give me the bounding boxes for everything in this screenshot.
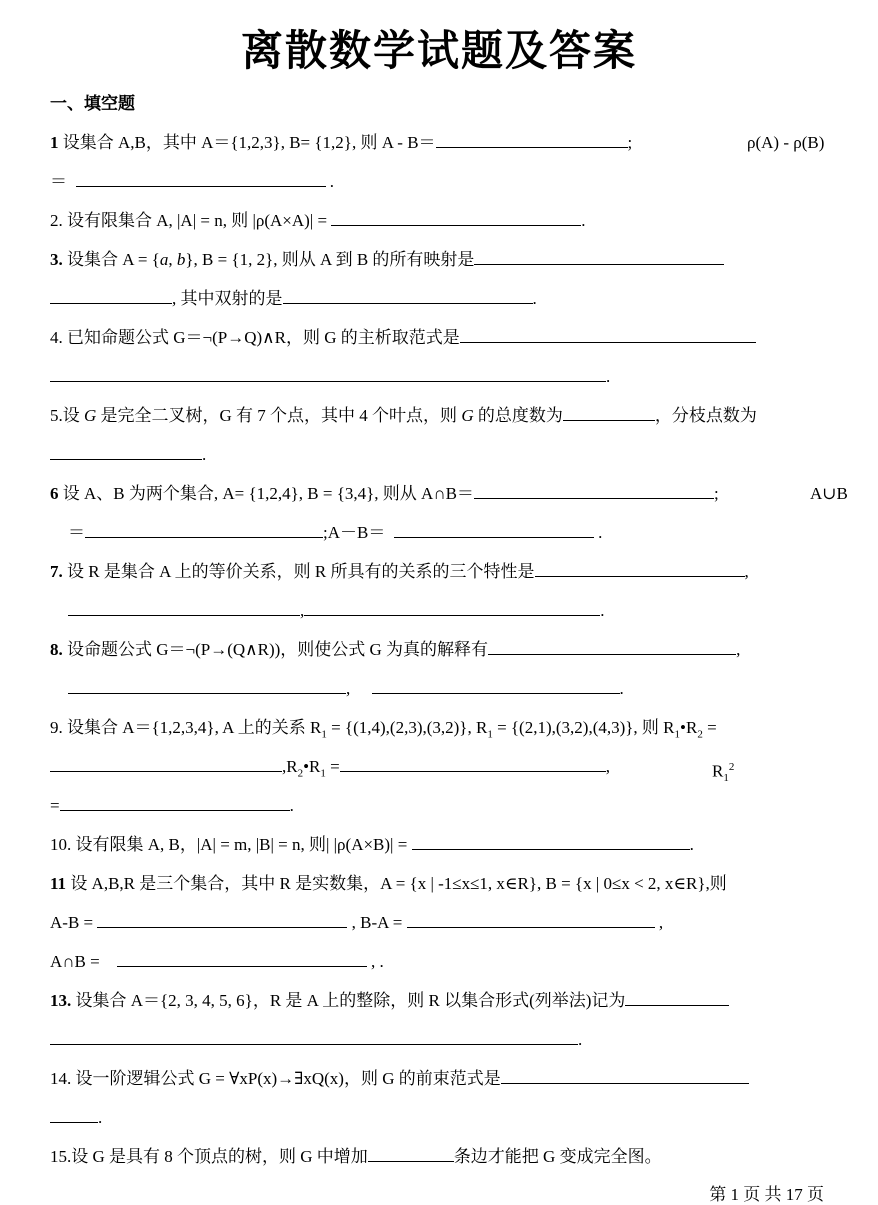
question-9-line3: = . [50, 796, 294, 815]
answer-blank[interactable] [50, 288, 172, 304]
question-5-line2: . [50, 444, 854, 466]
answer-blank[interactable] [460, 327, 756, 343]
question-11: 11 设 A,B,R 是三个集合，其中 R 是实数集，A = {x | -1≤x≤1, x∈R}, B = {x | 0≤x < 2, x∈R},则 [50, 874, 727, 893]
answer-blank[interactable] [535, 561, 745, 577]
question-13-line2: . [50, 1029, 854, 1051]
question-4: 4. 已知命题公式 G＝¬(P→Q)∧R，则 G 的主析取范式是 [50, 327, 854, 349]
answer-blank[interactable] [304, 600, 600, 616]
question-8: 8. 设命题公式 G＝¬(P→(Q∧R))，则使公式 G 为真的解释有 , [50, 640, 741, 659]
question-5: 5.设 G 是完全二叉树，G 有 7 个点，其中 4 个叶点，则 G 的总度数为 ，分枝点数为 [50, 406, 757, 425]
answer-blank[interactable] [85, 522, 323, 538]
answer-blank[interactable] [97, 912, 347, 928]
question-10: 10. 设有限集 A, B，|A| = m, |B| = n, 则| |ρ(A×B)| = . [50, 835, 694, 854]
question-1-line2: ＝ . [50, 172, 334, 191]
question-6-line2: ＝ ;A－B＝ . [68, 523, 603, 542]
question-7-line2: , . [68, 600, 854, 622]
question-3: 3. 设集合 A = {a, b}, B = {1, 2}, 则从 A 到 B 的所有映射是 [50, 249, 854, 271]
answer-blank[interactable] [372, 678, 620, 694]
answer-blank[interactable] [501, 1068, 749, 1084]
question-14: 14. 设一阶逻辑公式 G = ∀xP(x)→∃xQ(x)，则 G 的前束范式是 [50, 1068, 854, 1090]
answer-blank[interactable] [68, 600, 300, 616]
answer-blank[interactable] [625, 990, 729, 1006]
question-13: 13. 设集合 A＝{2, 3, 4, 5, 6}，R 是 A 上的整除，则 R 以集合形式(列举法)记为 [50, 990, 854, 1012]
question-1: 1 设集合 A,B，其中 A＝{1,2,3}, B= {1,2}, 则 A - B＝ ; ρ(A) - ρ(B) [50, 133, 825, 152]
question-15: 15.设 G 是具有 8 个顶点的树，则 G 中增加 条边才能把 G 变成完全图。 [50, 1147, 662, 1166]
answer-blank[interactable] [68, 678, 346, 694]
question-4-line2: . [50, 366, 854, 388]
page-title: 离散数学试题及答案 [240, 26, 637, 75]
answer-blank[interactable] [563, 405, 655, 421]
question-9-line2: $,R_2•R_1$ = , $R_1^2$ [50, 756, 854, 784]
answer-blank[interactable] [474, 483, 714, 499]
answer-blank[interactable] [407, 912, 655, 928]
answer-blank[interactable] [436, 132, 628, 148]
answer-blank[interactable] [340, 756, 606, 772]
answer-blank[interactable] [331, 210, 581, 226]
answer-blank[interactable] [394, 522, 594, 538]
question-6: 6 设 A、B 为两个集合, A= {1,2,4}, B = {3,4}, 则从 A∩B＝ ; A∪B [50, 484, 848, 503]
question-9: 9. 设集合 A＝{1,2,3,4}, A 上的关系 $R_1 = \{(1,4),(2,3),(3,2)\}$, $R_1 = \{(2,1),(3,2),(4,3)\}$, 则 $R_1•R_2$ = [50, 718, 717, 741]
question-8-line2: , . [68, 678, 854, 700]
section-heading: 一、填空题 [50, 94, 135, 114]
question-2: 2. 设有限集合 A, |A| = n, 则 |ρ(A×A)| = . [50, 211, 586, 230]
answer-blank[interactable] [50, 1107, 98, 1123]
answer-blank[interactable] [488, 639, 736, 655]
question-7: 7. 设 R 是集合 A 上的等价关系，则 R 所具有的关系的三个特性是 , [50, 562, 749, 581]
answer-blank[interactable] [50, 366, 606, 382]
answer-blank[interactable] [50, 1029, 578, 1045]
answer-blank[interactable] [60, 795, 290, 811]
answer-blank[interactable] [76, 171, 326, 187]
answer-blank[interactable] [283, 288, 533, 304]
question-11-line2: A-B = , B-A = , [50, 913, 664, 932]
question-3-line2: , 其中双射的是 . [50, 288, 854, 310]
answer-blank[interactable] [117, 951, 367, 967]
answer-blank[interactable] [412, 834, 690, 850]
question-11-line3: A∩B = , . [50, 952, 384, 971]
question-14-line2: . [50, 1107, 854, 1129]
page-footer: 第 1 页 共 17 页 [709, 1185, 824, 1204]
answer-blank[interactable] [50, 756, 282, 772]
answer-blank[interactable] [368, 1146, 454, 1162]
answer-blank[interactable] [50, 444, 202, 460]
answer-blank[interactable] [474, 249, 724, 265]
